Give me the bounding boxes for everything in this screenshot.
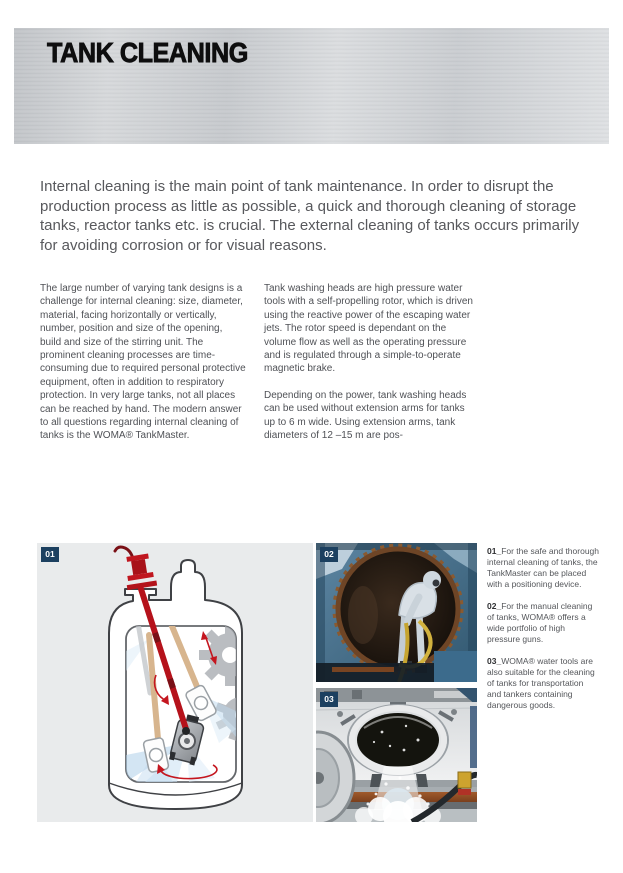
- caption-01-number: 01_: [487, 546, 502, 556]
- body-column-right: [264, 282, 476, 455]
- caption-02-number: 02_: [487, 601, 502, 611]
- body-paragraph-right-2: Depending on the power, tank washing heads can be used without extension arms for tanks up to 6 m wide. Using extension arms, tank diameters of 12 –15 m are pos-: [264, 389, 467, 442]
- page-title: TANK CLEANING: [47, 37, 248, 68]
- caption-02: [487, 601, 599, 645]
- caption-03-number: 03_: [487, 656, 502, 666]
- body-column-left: [40, 282, 246, 456]
- caption-column: [487, 546, 599, 722]
- caption-03: [487, 656, 599, 711]
- caption-01-text: For the safe and thorough internal cleaning of tanks, the TankMaster can be placed with a positioning device.: [487, 546, 600, 589]
- page-banner: [14, 28, 609, 144]
- body-paragraph-right-1: Tank washing heads are high pressure water tools with a self-propelling rotor, which is driven using the reactive power of the escaping water jets. The rotor speed is dependant on the volume flow as well as the operating pressure and is regulated through a simple-to-operate magnetic brake.: [264, 283, 473, 375]
- caption-03-text: WOMA® water tools are also suitable for the cleaning of tanks for transportation and tankers containing dangerous goods.: [487, 656, 595, 710]
- tanker-washout-photo-image: [316, 688, 477, 822]
- figure-label-02: 02: [320, 547, 338, 562]
- figure-01-diagram: [37, 543, 313, 822]
- figure-label-03: 03: [320, 692, 338, 707]
- caption-01: [487, 546, 599, 590]
- manhole-opening: [348, 705, 448, 775]
- body-paragraph-left: The large number of varying tank designs is a challenge for internal cleaning: size, diameter, material, facing horizontally or vertically, number, position and size of the opening, build and size of the stirring unit. The prominent cleaning processes are time-consuming due to required personal protective equipment, often in addition to respiratory protection. In very large tanks, not all places can be reached by hand. The modern answer to all questions regarding internal cleaning of tanks is the WOMA® TankMaster.: [40, 283, 246, 442]
- caption-02-text: For the manual cleaning of tanks, WOMA® offers a wide portfolio of high pressure guns.: [487, 601, 593, 644]
- figure-03-photo: [316, 688, 477, 822]
- figure-02-photo: [316, 543, 477, 682]
- figure-label-01: 01: [41, 547, 59, 562]
- intro-paragraph: Internal cleaning is the main point of tank maintenance. In order to disrupt the production process as little as possible, a quick and thorough cleaning of storage tanks, reactor tanks etc. is crucial. The external cleaning of tanks occurs primarily for avoiding corrosion or for visual reasons.: [40, 178, 580, 254]
- tankmaster-diagram-image: [37, 543, 313, 822]
- manual-cleaning-photo-image: [316, 543, 477, 682]
